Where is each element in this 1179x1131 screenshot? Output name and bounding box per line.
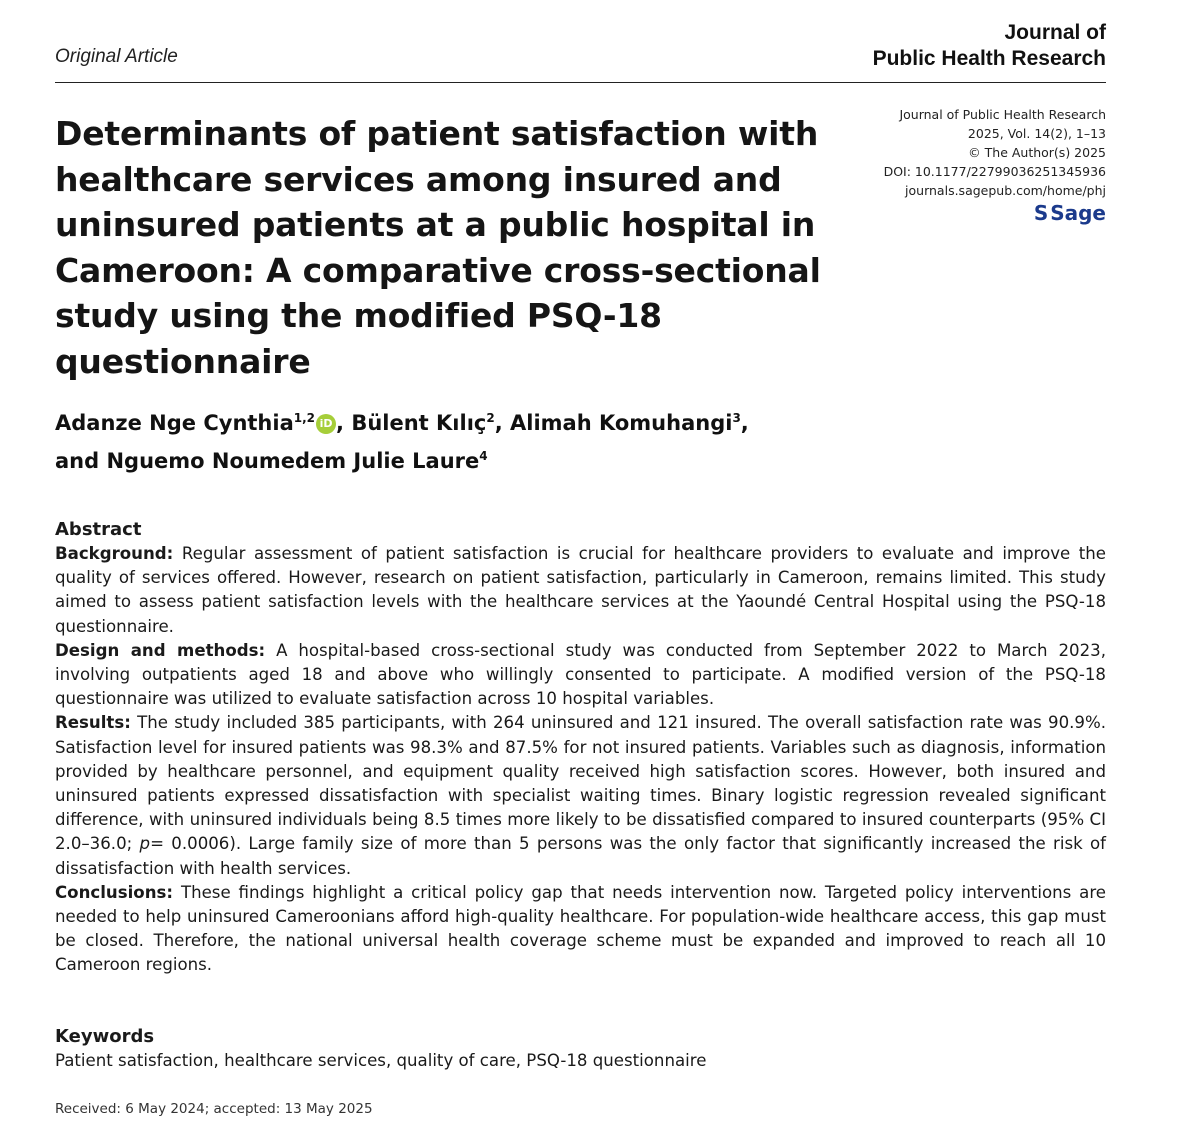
abstract-text: These findings highlight a critical policy gap that needs intervention now. Targeted policy interventions are needed to help uninsured Cameroonians afford high-quality healthcare. For population-wide healthcare access, this gap must be closed. Therefore, the national universal health coverage scheme must be expanded and improved to reach all 10 Cameroon regions. <box>55 882 1106 975</box>
author-affiliation: 4 <box>479 449 488 463</box>
received-accepted-dates: Received: 6 May 2024; accepted: 13 May 2025 <box>55 1101 373 1117</box>
citation-meta <box>884 105 1106 223</box>
abstract-text: = 0.0006). Large family size of more than 5 persons was the only factor that significantly increased the risk of dissatisfaction with health services. <box>55 834 1106 878</box>
abstract-text: Regular assessment of patient satisfaction is crucial for healthcare providers to evaluate and improve the quality of services offered. However, research on patient satisfaction, particularly in Cameroon, remains limited. This study aimed to assess patient satisfaction levels with the healthcare services at the Yaoundé Central Hospital using the PSQ-18 questionnaire. <box>55 544 1107 636</box>
abstract-heading: Abstract <box>55 519 142 540</box>
meta-doi[interactable]: DOI: 10.1177/22799036251345936 <box>883 164 1106 179</box>
abstract-design <box>55 639 1106 712</box>
abstract-results <box>55 711 1106 880</box>
abstract-label: Conclusions: <box>55 882 174 902</box>
abstract-label: Design and methods: <box>55 640 266 660</box>
meta-journal: Journal of Public Health Research <box>899 107 1106 122</box>
author-affiliation: 2 <box>486 411 495 425</box>
author-name: Alimah Komuhangi <box>510 411 733 435</box>
author-list: Adanze Nge Cynthia$^{1,2}$ iD , Bülent Kılıç$^2$, Alimah Komuhangi$^3$, and Nguemo Noumedem Julie Laure$^4$ <box>55 411 749 473</box>
journal-brand-line1: Journal of <box>1004 21 1106 44</box>
author-conjunction: and <box>55 449 100 473</box>
keywords-text: Patient satisfaction, healthcare services, quality of care, PSQ-18 questionnaire <box>55 1051 707 1070</box>
orcid-icon[interactable]: iD <box>316 414 336 434</box>
author-name: Nguemo Noumedem Julie Laure <box>106 449 480 473</box>
author-name: Bülent Kılıç <box>351 411 487 435</box>
author-name: Adanze Nge Cynthia <box>55 411 294 435</box>
keywords <box>55 1025 1106 1073</box>
abstract-conclusions <box>55 881 1106 978</box>
abstract-text: A hospital-based cross-sectional study was conducted from September 2022 to March 2023, involving outpatients aged 18 and above who willingly consented to participate. A modified version of the PSQ-18 questionnaire was utilized to evaluate satisfaction across 10 hospital variables. <box>55 640 1107 709</box>
article-title: Determinants of patient satisfaction with healthcare services among insured and uninsured patients at a public hospital in Cameroon: A comparative cross-sectional study using the modified PSQ-18 questionnaire <box>55 114 821 381</box>
author-affiliation: 1,2 <box>293 411 316 425</box>
journal-brand-line2: Public Health Research <box>872 47 1106 70</box>
meta-volume: 2025, Vol. 14(2), 1–13 <box>967 126 1106 141</box>
journal-brand <box>873 20 1106 72</box>
abstract-label: Background: <box>55 544 174 563</box>
sage-wordmark: Sage <box>1050 201 1106 225</box>
article-type: Original Article <box>55 46 178 67</box>
abstract-label: Results: <box>55 713 131 733</box>
meta-url[interactable]: journals.sagepub.com/home/phj <box>905 183 1106 198</box>
meta-copyright: © The Author(s) 2025 <box>968 145 1106 160</box>
sage-s-logo-icon: S <box>1033 201 1049 225</box>
author-affiliation: 3 <box>732 411 741 425</box>
abstract <box>55 518 1106 978</box>
keywords-heading: Keywords <box>55 1026 155 1047</box>
abstract-text: The study included 385 participants, with 264 uninsured and 121 insured. The overall satisfaction rate was 90.9%. Satisfaction level for insured patients was 98.3% and 87.5% for not insured patients. Variables such as diagnosis, information provided by healthcare personnel, and equipment quality received high satisfaction scores. However, both insured and uninsured patients expressed dissatisfaction with specialist waiting times. Binary logistic regression revealed significant difference, with uninsured individuals being 8.5 times more likely to be dissatisfied compared to insured counterparts (95% CI 2.0–36.0; <box>55 713 1107 854</box>
header-divider <box>55 82 1106 83</box>
sage-logo[interactable] <box>884 201 1106 225</box>
p-symbol: p <box>139 834 151 854</box>
abstract-background <box>55 542 1106 639</box>
